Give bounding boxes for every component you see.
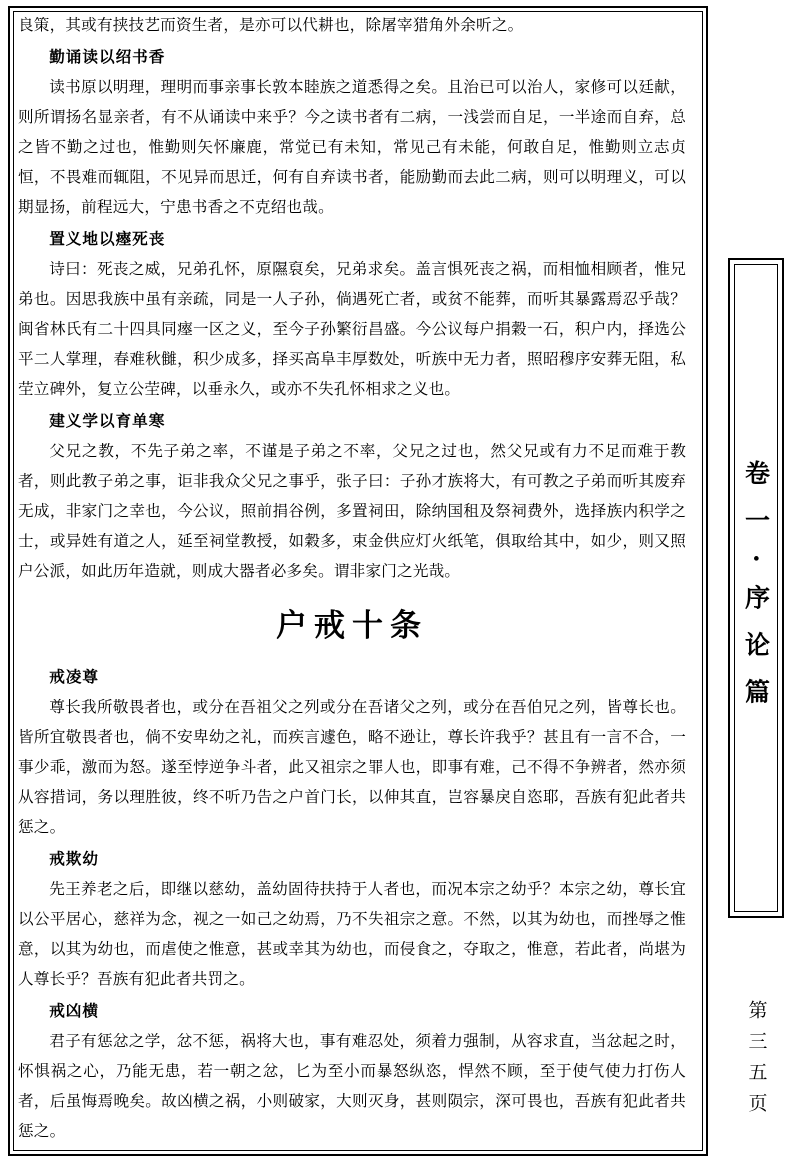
section-heading: 置义地以瘞死丧 (49, 229, 166, 248)
page-content (18, 10, 686, 1140)
paragraph: 先王养老之后，即继以慈幼，盖幼固待扶持于人者也，而况本宗之幼乎？本宗之幼，尊长宜以公平居心，慈祥为念，视之一如己之幼焉，乃不失祖宗之意。不然，以其为幼也，而挫辱之惟意，以其为幼也，而虐使之惟意，甚或幸其为幼也，而侵食之，夺取之，惟意，若此者，尚堪为人尊长乎？吾族有犯此者共罚之。 (18, 880, 686, 988)
paragraph: 诗曰：死丧之威，兄弟孔怀，原隰裒矣，兄弟求矣。盖言惧死丧之祸，而相恤相顾者，惟兄弟也。因思我族中虽有亲疏，同是一人子孙，倘遇死亡者，或贫不能葬，而听其暴露焉忍乎哉？闽省林氏有二十四具同瘞一区之义，至今子孙繁衍昌盛。今公议每户捐穀一石，积户内，择选公平二人掌理，春难秋雠，积少成多，择买高阜丰厚数处，听族中无力者，照昭穆序安葬无阻，私茔立碑外，复立公茔碑，以垂永久，或亦不失孔怀相求之义也。 (18, 260, 686, 398)
paragraph: 君子有惩忿之学，忿不惩，祸将大也，事有难忍处，须着力强制，从容求直，当忿起之时，怀惧祸之心，乃能无患，若一朝之忿，匕为至小而暴怒纵恣，悍然不顾，至于使气使力打伤人者，后虽悔焉晚矣。故凶横之祸，小则破家，大则灭身，甚则陨宗，深可畏也，吾族有犯此者共惩之。 (18, 1032, 686, 1140)
chapter-title: 户戒十条 (276, 608, 428, 644)
chapter-tab-inner-border (734, 264, 778, 912)
page-number-label: 第三五页 (745, 1000, 768, 1124)
section-heading: 戒欺幼 (49, 849, 99, 868)
page-number (734, 1000, 778, 1150)
paragraph: 父兄之教，不先子弟之率，不谨是子弟之不率，父兄之过也，然父兄或有力不足而难于教者，则此教子弟之事，讵非我众父兄之事乎，张子曰：子孙才族将大，有可教之子弟而听其废弃无成，非家门之幸也，今公议，照前捐谷例，多置祠田，除纳国租及祭祠费外，选择族内积学之士，或异姓有道之人，延至祠堂教授，如穀多，束金供应灯火纸笔，俱取给其中，如少，则又照户公派，如此历年造就，则成大器者必多矣。谓非家门之光哉。 (18, 442, 686, 580)
section-heading: 戒凶横 (49, 1001, 99, 1020)
paragraph: 尊长我所敬畏者也，或分在吾祖父之列或分在吾诸父之列，或分在吾伯兄之列，皆尊长也。皆所宜敬畏者也，倘不安卑幼之礼，而疾言遽色，略不逊让，尊长许我乎？甚且有一言不合，一事少乖，激而为怒。遂至悖逆争斗者，此又祖宗之罪人也，即事有难，己不得不争辨者，然亦须从容措词，务以理胜彼，终不听乃告之户首门长，以伸其直，岂容暴戾自恣耶，吾族有犯此者共惩之。 (18, 698, 686, 836)
paragraph: 读书原以明理，理明而事亲事长敦本睦族之道悉得之矣。且治已可以治人，家修可以廷献，则所谓扬名显亲者，有不从诵读中来乎？今之读书者有二病，一浅尝而自足，一半途而自弃，总之皆不勤之过也，惟勤则矢怀廉鹿，常觉已有未知，常见己有未能，何敢自足，惟勤则立志贞恒，不畏难而辄阻，不见异而思迁，何有自弃读书者，能励勤而去此二病，则可以明理义，可以期显扬，前程远大，宁患书香之不克绍也哉。 (18, 78, 686, 216)
section-heading: 戒凌尊 (49, 667, 99, 686)
chapter-tab-label: 卷一·序论篇 (741, 460, 771, 726)
paragraph: 良策，其或有挟技艺而资生者，是亦可以代耕也，除屠宰猎角外余听之。 (18, 16, 524, 34)
section-heading: 建义学以育单寒 (49, 411, 166, 430)
chapter-tab (728, 258, 784, 918)
section-heading: 勤诵读以绍书香 (49, 47, 166, 66)
